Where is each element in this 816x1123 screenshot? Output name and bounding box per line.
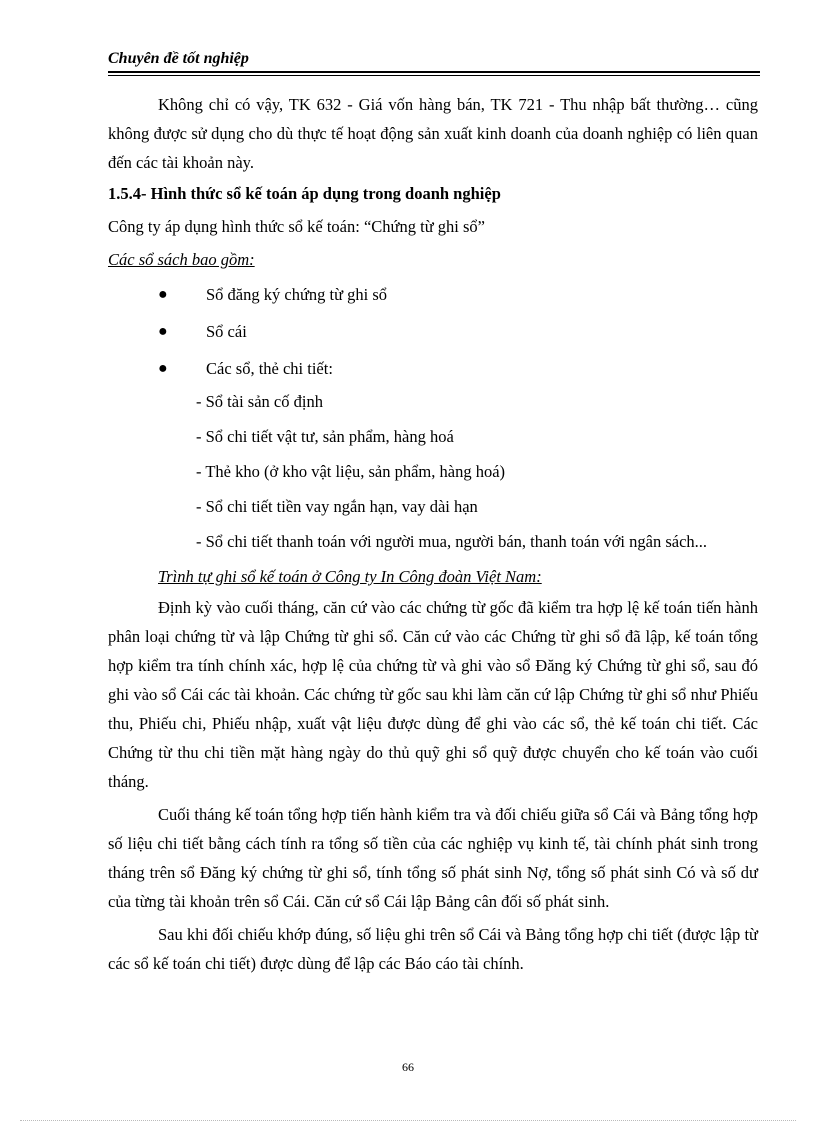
list-item: ● Sổ cái (108, 313, 758, 350)
page-number: 66 (402, 1060, 414, 1074)
list-item: - Sổ chi tiết vật tư, sản phẩm, hàng hoá (196, 427, 454, 446)
header-rule-thin (108, 75, 760, 76)
intro-paragraph: Không chỉ có vậy, TK 632 - Giá vốn hàng bán, TK 721 - Thu nhập bất thường… cũng không được sử dụng cho dù thực tế hoạt động sản xuất kinh doanh của doanh nghiệp có liên quan đến các tài khoản này. (108, 95, 758, 172)
sequence-heading: Trình tự ghi sổ kế toán ở Công ty In Công đoàn Việt Nam: (158, 567, 542, 586)
form-statement: Công ty áp dụng hình thức sổ kế toán: “Chứng từ ghi sổ” (108, 217, 485, 236)
body-paragraph: Cuối tháng kế toán tổng hợp tiến hành kiểm tra và đối chiếu giữa sổ Cái và Bảng tổng hợp số liệu chi tiết bằng cách tính ra tổng số tiền của các nghiệp vụ kinh tế, tài chính phát sinh trong tháng trên sổ Đăng ký chứng từ ghi sổ, tính tổng số phát sinh Nợ, tổng số phát sinh Có và số dư của từng tài khoản trên sổ Cái. Căn cứ sổ Cái lập Bảng cân đối số phát sinh. (108, 805, 758, 911)
bullet-icon: ● (158, 360, 168, 377)
document-body (108, 90, 758, 978)
bullet-icon: ● (158, 286, 168, 303)
list-item: - Sổ chi tiết thanh toán với người mua, người bán, thanh toán với ngân sách... (196, 532, 708, 551)
body-paragraph: Định kỳ vào cuối tháng, căn cứ vào các chứng từ gốc đã kiểm tra hợp lệ kế toán tiến hành phân loại chứng từ và lập Chứng từ ghi sổ. Căn cứ vào các Chứng từ ghi sổ đã lập, kế toán tổng hợp kiểm tra tính chính xác, hợp lệ của chứng từ và ghi vào sổ Đăng ký Chứng từ ghi sổ, sau đó ghi vào sổ Cái các tài khoản. Các chứng từ gốc sau khi làm căn cứ lập Chứng từ ghi sổ như Phiếu thu, Phiếu chi, Phiếu nhập, xuất vật liệu được dùng để ghi vào các sổ, thẻ kế toán chi tiết. Các Chứng từ thu chi tiền mặt hàng ngày do thủ quỹ ghi sổ quỹ được chuyển cho kế toán vào cuối tháng. (108, 598, 758, 791)
list-item: - Sổ chi tiết tiền vay ngắn hạn, vay dài hạn (196, 497, 478, 516)
page-header-title: Chuyên đề tốt nghiệp (108, 50, 249, 67)
list-item: - Thẻ kho (ở kho vật liệu, sản phẩm, hàng hoá) (196, 462, 506, 481)
list-item: ● Sổ đăng ký chứng từ ghi sổ (108, 276, 758, 313)
page-bottom-border (20, 1120, 796, 1121)
bullet-list (108, 276, 758, 387)
books-heading: Các sổ sách bao gồm: (108, 250, 255, 269)
list-item: - Sổ tài sản cố định (196, 392, 323, 411)
detail-list (108, 387, 758, 556)
section-heading: 1.5.4- Hình thức sổ kế toán áp dụng trong doanh nghiệp (108, 184, 501, 203)
bullet-icon: ● (158, 323, 168, 340)
list-item: ● Các sổ, thẻ chi tiết: (108, 350, 758, 387)
body-paragraph: Sau khi đối chiếu khớp đúng, số liệu ghi trên sổ Cái và Bảng tổng hợp chi tiết (được lập từ các sổ kế toán chi tiết) được dùng để lập các Báo cáo tài chính. (108, 925, 758, 973)
header-rule-thick (108, 71, 760, 73)
